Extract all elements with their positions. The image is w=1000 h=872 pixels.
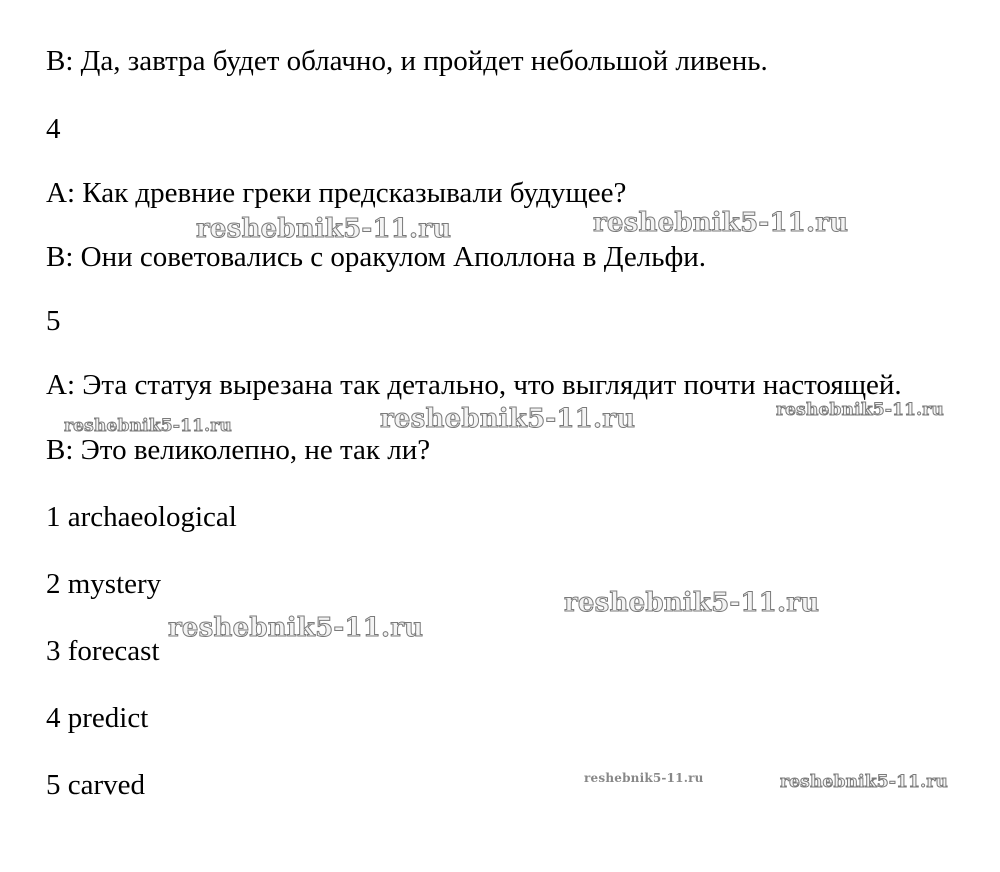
answer-1: 1 archaeological: [46, 501, 237, 533]
answer-5: 5 carved: [46, 769, 146, 801]
dialogue-line-a-4: А: Как древние греки предсказывали будущее?: [46, 177, 627, 209]
item-number-5: 5: [46, 305, 61, 337]
watermark: reshebnik5-11.ru: [168, 613, 424, 643]
watermark: reshebnik5-11.ru: [380, 404, 636, 434]
watermark: reshebnik5-11.ru: [780, 772, 948, 792]
watermark: reshebnik5-11.ru: [584, 771, 704, 785]
watermark: reshebnik5-11.ru: [776, 400, 944, 420]
item-number-4: 4: [46, 113, 61, 145]
dialogue-line-b-4: В: Они советовались с оракулом Аполлона в Дельфи.: [46, 241, 707, 273]
watermark: reshebnik5-11.ru: [564, 588, 820, 618]
dialogue-line-b-5: В: Это великолепно, не так ли?: [46, 434, 431, 466]
dialogue-line-a-5: А: Эта статуя вырезана так детально, что выглядит почти настоящей.: [46, 369, 902, 401]
watermark: reshebnik5-11.ru: [64, 416, 232, 436]
answer-2: 2 mystery: [46, 568, 162, 600]
answer-4: 4 predict: [46, 702, 149, 734]
answer-3: 3 forecast: [46, 635, 160, 667]
dialogue-line-b-3: В: Да, завтра будет облачно, и пройдет небольшой ливень.: [46, 45, 768, 77]
watermark: reshebnik5-11.ru: [196, 214, 452, 244]
watermark: reshebnik5-11.ru: [593, 208, 849, 238]
